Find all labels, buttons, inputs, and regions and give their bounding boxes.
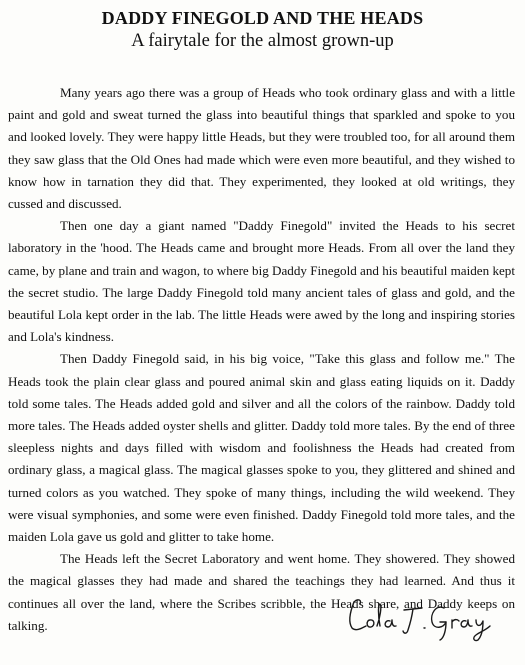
story-body bbox=[8, 82, 515, 637]
document-subtitle: A fairytale for the almost grown-up bbox=[131, 31, 394, 51]
paragraph-4: The Heads left the Secret Laboratory and went home. They showered. They showed the magical glasses they had made and shared the teachings they had learned. And thus it continues all over the land, where the Scribes scribble, the Heads share, and Daddy keeps on talking. bbox=[8, 551, 515, 633]
paragraph-3: Then Daddy Finegold said, in his big voice, "Take this glass and follow me." The Heads took the plain clear glass and poured animal skin and glass eating liquids on it. Daddy told some tales. The Heads added gold and silver and all the colors of the rainbow. Daddy told more tales. The Heads added oyster shells and glitter. Daddy told more tales. By the end of three sleepless nights and days filled with wisdom and foolishness the Heads had created from ordinary glass, a magical glass. The magical glasses spoke to you, they glittered and shined and turned colors as you watched. They spoke of many things, including the wild weekend. They were visual symphonies, and some were even finished. Daddy Finegold told more tales, and the maiden Lola gave us gold and glitter to take home. bbox=[8, 351, 515, 545]
paragraph-2: Then one day a giant named "Daddy Finegold" invited the Heads to his secret laboratory in the 'hood. The Heads came and brought more Heads. From all over the land they came, by plane and train and wagon, to where big Daddy Finegold and his beautiful maiden kept the secret studio. The large Daddy Finegold told many ancient tales of glass and gold, and the beautiful Lola kept order in the lab. The little Heads were awed by the long and inspiring stories and Lola's kindness. bbox=[8, 218, 515, 345]
handwritten-signature bbox=[340, 590, 500, 645]
document-title: DADDY FINEGOLD AND THE HEADS bbox=[101, 8, 424, 28]
paragraph-1: Many years ago there was a group of Heads who took ordinary glass and with a little paint and gold and sweat turned the glass into beautiful things that sparkled and spoke to you and looked lovely. They were happy little Heads, but they were troubled too, for all around them they saw glass that the Old Ones had made which were even more beautiful, and they wished to know how in tarnation they did that. They experimented, they looked at old writings, they cussed and discussed. bbox=[8, 85, 515, 212]
